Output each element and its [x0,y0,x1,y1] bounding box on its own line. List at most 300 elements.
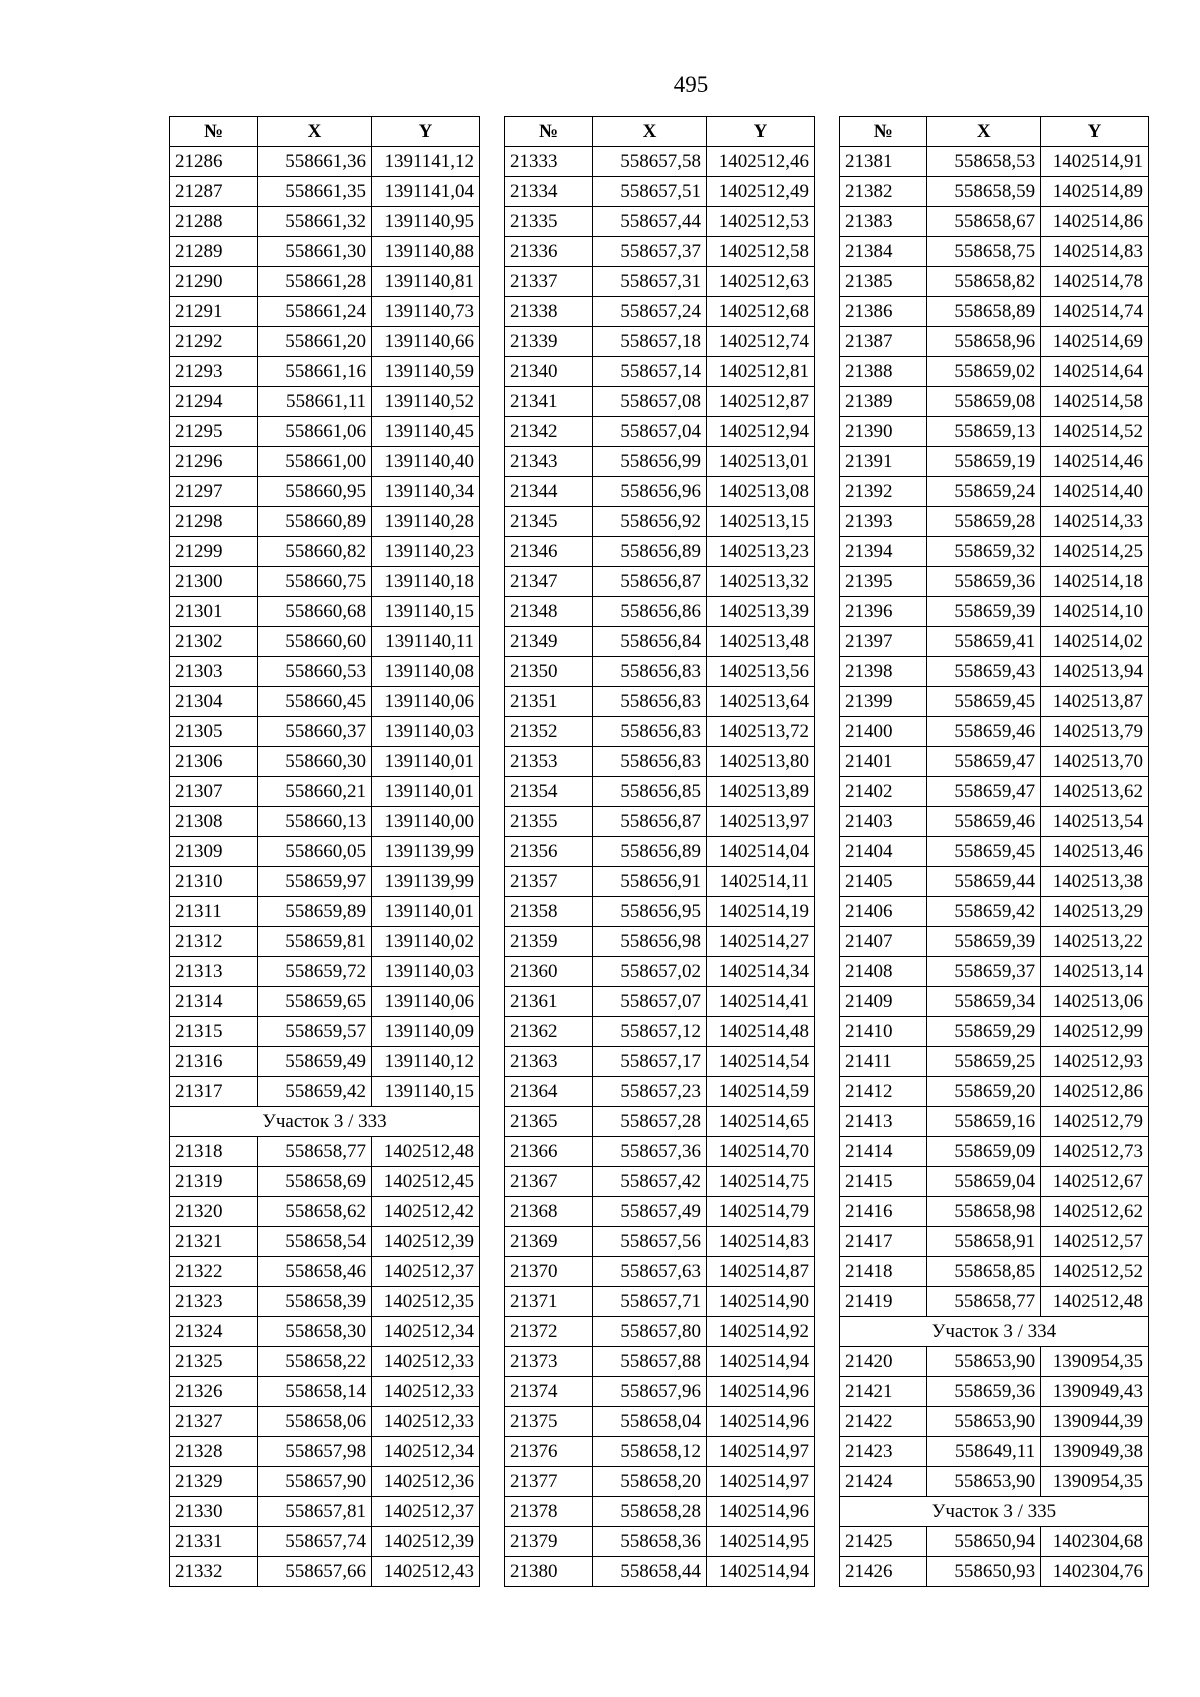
table-row [505,1227,815,1257]
table-row [170,927,480,957]
table-row [840,897,1149,927]
point-number-cell: 21404 [840,837,927,867]
table-row [840,1227,1149,1257]
y-coordinate-cell: 1402512,39 [372,1227,480,1257]
point-number-cell: 21375 [505,1407,593,1437]
y-coordinate-cell: 1391140,12 [372,1047,480,1077]
x-coordinate-cell: 558657,23 [593,1077,707,1107]
y-coordinate-cell: 1391140,03 [372,957,480,987]
table-row [170,357,480,387]
table-row [170,1227,480,1257]
table-row [170,897,480,927]
x-coordinate-cell: 558659,13 [927,417,1041,447]
y-coordinate-cell: 1391140,03 [372,717,480,747]
point-number-cell: 21355 [505,807,593,837]
point-number-cell: 21389 [840,387,927,417]
y-coordinate-cell: 1402513,06 [1041,987,1149,1017]
y-coordinate-cell: 1402513,89 [707,777,815,807]
point-number-cell: 21399 [840,687,927,717]
coordinate-table-1 [169,116,480,1587]
table-row [840,1557,1149,1587]
y-coordinate-cell: 1402512,36 [372,1467,480,1497]
point-number-cell: 21329 [170,1467,258,1497]
point-number-cell: 21333 [505,147,593,177]
point-number-cell: 21370 [505,1257,593,1287]
coordinate-tables [169,116,1149,1586]
header-number: № [840,117,927,147]
table-row [505,357,815,387]
x-coordinate-cell: 558661,36 [258,147,372,177]
x-coordinate-cell: 558660,95 [258,477,372,507]
table-row [170,1257,480,1287]
x-coordinate-cell: 558660,68 [258,597,372,627]
x-coordinate-cell: 558658,04 [593,1407,707,1437]
point-number-cell: 21358 [505,897,593,927]
point-number-cell: 21421 [840,1377,927,1407]
y-coordinate-cell: 1402512,37 [372,1257,480,1287]
section-row [170,1107,480,1137]
table-row [840,987,1149,1017]
table-row [840,1467,1149,1497]
point-number-cell: 21356 [505,837,593,867]
y-coordinate-cell: 1402512,52 [1041,1257,1149,1287]
x-coordinate-cell: 558658,12 [593,1437,707,1467]
y-coordinate-cell: 1402514,89 [1041,177,1149,207]
point-number-cell: 21336 [505,237,593,267]
point-number-cell: 21322 [170,1257,258,1287]
point-number-cell: 21397 [840,627,927,657]
table-row [840,267,1149,297]
table-row [505,1467,815,1497]
y-coordinate-cell: 1391140,00 [372,807,480,837]
x-coordinate-cell: 558661,00 [258,447,372,477]
point-number-cell: 21416 [840,1197,927,1227]
x-coordinate-cell: 558657,66 [258,1557,372,1587]
y-coordinate-cell: 1402514,04 [707,837,815,867]
y-coordinate-cell: 1391140,15 [372,597,480,627]
table-row [170,747,480,777]
y-coordinate-cell: 1402512,79 [1041,1107,1149,1137]
table-row [505,207,815,237]
y-coordinate-cell: 1402514,92 [707,1317,815,1347]
table-row [505,1437,815,1467]
table-row [840,567,1149,597]
y-coordinate-cell: 1402513,62 [1041,777,1149,807]
table-row [170,537,480,567]
table-row [505,1107,815,1137]
point-number-cell: 21357 [505,867,593,897]
table-header-row [505,117,815,147]
table-row [170,387,480,417]
x-coordinate-cell: 558659,46 [927,717,1041,747]
x-coordinate-cell: 558659,28 [927,507,1041,537]
x-coordinate-cell: 558657,74 [258,1527,372,1557]
y-coordinate-cell: 1402304,76 [1041,1557,1149,1587]
y-coordinate-cell: 1402512,58 [707,237,815,267]
point-number-cell: 21344 [505,477,593,507]
table-row [505,1377,815,1407]
x-coordinate-cell: 558657,88 [593,1347,707,1377]
table-row [170,1137,480,1167]
point-number-cell: 21393 [840,507,927,537]
x-coordinate-cell: 558659,36 [927,1377,1041,1407]
table-row [840,657,1149,687]
point-number-cell: 21342 [505,417,593,447]
y-coordinate-cell: 1402513,48 [707,627,815,657]
x-coordinate-cell: 558656,85 [593,777,707,807]
section-label: Участок 3 / 333 [170,1107,480,1137]
point-number-cell: 21366 [505,1137,593,1167]
y-coordinate-cell: 1402514,91 [1041,147,1149,177]
x-coordinate-cell: 558658,96 [927,327,1041,357]
x-coordinate-cell: 558658,36 [593,1527,707,1557]
point-number-cell: 21419 [840,1287,927,1317]
table-row [840,1047,1149,1077]
y-coordinate-cell: 1391141,12 [372,147,480,177]
point-number-cell: 21352 [505,717,593,747]
x-coordinate-cell: 558656,96 [593,477,707,507]
point-number-cell: 21288 [170,207,258,237]
table-row [505,237,815,267]
y-coordinate-cell: 1402513,72 [707,717,815,747]
table-row [170,1407,480,1437]
x-coordinate-cell: 558661,11 [258,387,372,417]
point-number-cell: 21324 [170,1317,258,1347]
x-coordinate-cell: 558660,45 [258,687,372,717]
y-coordinate-cell: 1402514,96 [707,1377,815,1407]
y-coordinate-cell: 1402512,67 [1041,1167,1149,1197]
x-coordinate-cell: 558656,83 [593,717,707,747]
table-row [170,1377,480,1407]
table-row [840,1527,1149,1557]
table-row [170,717,480,747]
point-number-cell: 21311 [170,897,258,927]
point-number-cell: 21367 [505,1167,593,1197]
x-coordinate-cell: 558656,84 [593,627,707,657]
table-row [170,267,480,297]
y-coordinate-cell: 1402513,14 [1041,957,1149,987]
y-coordinate-cell: 1402512,48 [1041,1287,1149,1317]
y-coordinate-cell: 1402512,34 [372,1317,480,1347]
x-coordinate-cell: 558658,39 [258,1287,372,1317]
y-coordinate-cell: 1402514,69 [1041,327,1149,357]
point-number-cell: 21297 [170,477,258,507]
point-number-cell: 21310 [170,867,258,897]
y-coordinate-cell: 1402514,65 [707,1107,815,1137]
x-coordinate-cell: 558657,31 [593,267,707,297]
y-coordinate-cell: 1391140,09 [372,1017,480,1047]
x-coordinate-cell: 558661,06 [258,417,372,447]
table-row [840,387,1149,417]
point-number-cell: 21339 [505,327,593,357]
y-coordinate-cell: 1402512,48 [372,1137,480,1167]
point-number-cell: 21294 [170,387,258,417]
x-coordinate-cell: 558661,30 [258,237,372,267]
y-coordinate-cell: 1402514,02 [1041,627,1149,657]
point-number-cell: 21394 [840,537,927,567]
table-row [505,447,815,477]
point-number-cell: 21320 [170,1197,258,1227]
point-number-cell: 21315 [170,1017,258,1047]
x-coordinate-cell: 558659,42 [927,897,1041,927]
y-coordinate-cell: 1402514,78 [1041,267,1149,297]
y-coordinate-cell: 1402513,94 [1041,657,1149,687]
y-coordinate-cell: 1402513,22 [1041,927,1149,957]
point-number-cell: 21332 [170,1557,258,1587]
y-coordinate-cell: 1402514,40 [1041,477,1149,507]
x-coordinate-cell: 558660,60 [258,627,372,657]
table-row [840,447,1149,477]
point-number-cell: 21345 [505,507,593,537]
table-row [840,927,1149,957]
y-coordinate-cell: 1402512,34 [372,1437,480,1467]
table-row [505,1167,815,1197]
point-number-cell: 21292 [170,327,258,357]
table-row [840,1017,1149,1047]
table-row [505,897,815,927]
y-coordinate-cell: 1402514,64 [1041,357,1149,387]
point-number-cell: 21327 [170,1407,258,1437]
table-row [170,1497,480,1527]
y-coordinate-cell: 1402514,87 [707,1257,815,1287]
y-coordinate-cell: 1390954,35 [1041,1347,1149,1377]
y-coordinate-cell: 1391140,59 [372,357,480,387]
table-row [170,1167,480,1197]
table-row [840,207,1149,237]
point-number-cell: 21400 [840,717,927,747]
x-coordinate-cell: 558660,37 [258,717,372,747]
x-coordinate-cell: 558657,12 [593,1017,707,1047]
x-coordinate-cell: 558657,18 [593,327,707,357]
point-number-cell: 21414 [840,1137,927,1167]
x-coordinate-cell: 558650,93 [927,1557,1041,1587]
header-number: № [170,117,258,147]
table-row [505,657,815,687]
y-coordinate-cell: 1391140,73 [372,297,480,327]
y-coordinate-cell: 1402512,86 [1041,1077,1149,1107]
y-coordinate-cell: 1402514,83 [707,1227,815,1257]
y-coordinate-cell: 1390944,39 [1041,1407,1149,1437]
table-row [840,1407,1149,1437]
point-number-cell: 21374 [505,1377,593,1407]
x-coordinate-cell: 558657,14 [593,357,707,387]
table-row [840,147,1149,177]
x-coordinate-cell: 558659,81 [258,927,372,957]
y-coordinate-cell: 1402513,32 [707,567,815,597]
y-coordinate-cell: 1402514,10 [1041,597,1149,627]
x-coordinate-cell: 558659,20 [927,1077,1041,1107]
x-coordinate-cell: 558653,90 [927,1347,1041,1377]
x-coordinate-cell: 558658,06 [258,1407,372,1437]
y-coordinate-cell: 1402512,43 [372,1557,480,1587]
y-coordinate-cell: 1391140,08 [372,657,480,687]
x-coordinate-cell: 558659,45 [927,687,1041,717]
point-number-cell: 21289 [170,237,258,267]
table-row [505,1077,815,1107]
x-coordinate-cell: 558659,41 [927,627,1041,657]
table-row [505,147,815,177]
table-row [170,1287,480,1317]
table-row [505,837,815,867]
x-coordinate-cell: 558653,90 [927,1407,1041,1437]
table-row [505,1047,815,1077]
table-row [505,1257,815,1287]
section-label: Участок 3 / 334 [840,1317,1149,1347]
table-row [505,957,815,987]
y-coordinate-cell: 1402514,18 [1041,567,1149,597]
table-row [840,357,1149,387]
table-row [840,1077,1149,1107]
point-number-cell: 21398 [840,657,927,687]
point-number-cell: 21415 [840,1167,927,1197]
point-number-cell: 21408 [840,957,927,987]
x-coordinate-cell: 558659,42 [258,1077,372,1107]
table-row [170,597,480,627]
y-coordinate-cell: 1402514,86 [1041,207,1149,237]
point-number-cell: 21326 [170,1377,258,1407]
x-coordinate-cell: 558657,04 [593,417,707,447]
table-row [505,597,815,627]
table-row [840,297,1149,327]
y-coordinate-cell: 1402514,95 [707,1527,815,1557]
x-coordinate-cell: 558658,53 [927,147,1041,177]
point-number-cell: 21348 [505,597,593,627]
point-number-cell: 21323 [170,1287,258,1317]
point-number-cell: 21406 [840,897,927,927]
point-number-cell: 21287 [170,177,258,207]
y-coordinate-cell: 1391140,81 [372,267,480,297]
table-row [505,717,815,747]
point-number-cell: 21303 [170,657,258,687]
point-number-cell: 21409 [840,987,927,1017]
y-coordinate-cell: 1402512,99 [1041,1017,1149,1047]
x-coordinate-cell: 558658,67 [927,207,1041,237]
y-coordinate-cell: 1402512,81 [707,357,815,387]
x-coordinate-cell: 558659,02 [927,357,1041,387]
table-row [505,477,815,507]
x-coordinate-cell: 558659,37 [927,957,1041,987]
x-coordinate-cell: 558659,04 [927,1167,1041,1197]
y-coordinate-cell: 1402514,79 [707,1197,815,1227]
y-coordinate-cell: 1402514,94 [707,1347,815,1377]
y-coordinate-cell: 1402513,46 [1041,837,1149,867]
point-number-cell: 21365 [505,1107,593,1137]
table-row [170,1467,480,1497]
y-coordinate-cell: 1402512,45 [372,1167,480,1197]
point-number-cell: 21422 [840,1407,927,1437]
x-coordinate-cell: 558658,14 [258,1377,372,1407]
x-coordinate-cell: 558660,05 [258,837,372,867]
x-coordinate-cell: 558657,24 [593,297,707,327]
table-row [840,1167,1149,1197]
table-row [170,147,480,177]
x-coordinate-cell: 558657,07 [593,987,707,1017]
table-row [170,987,480,1017]
point-number-cell: 21382 [840,177,927,207]
table-header-row [840,117,1149,147]
table-row [505,627,815,657]
table-row [170,237,480,267]
x-coordinate-cell: 558661,35 [258,177,372,207]
x-coordinate-cell: 558656,87 [593,807,707,837]
x-coordinate-cell: 558659,65 [258,987,372,1017]
table-row [840,1287,1149,1317]
y-coordinate-cell: 1391140,45 [372,417,480,447]
x-coordinate-cell: 558659,72 [258,957,372,987]
point-number-cell: 21423 [840,1437,927,1467]
point-number-cell: 21392 [840,477,927,507]
point-number-cell: 21378 [505,1497,593,1527]
x-coordinate-cell: 558658,69 [258,1167,372,1197]
y-coordinate-cell: 1402514,83 [1041,237,1149,267]
point-number-cell: 21346 [505,537,593,567]
header-x: X [593,117,707,147]
point-number-cell: 21347 [505,567,593,597]
table-row [505,537,815,567]
point-number-cell: 21359 [505,927,593,957]
x-coordinate-cell: 558657,44 [593,207,707,237]
table-row [840,477,1149,507]
x-coordinate-cell: 558657,71 [593,1287,707,1317]
point-number-cell: 21331 [170,1527,258,1557]
y-coordinate-cell: 1402512,39 [372,1527,480,1557]
point-number-cell: 21387 [840,327,927,357]
point-number-cell: 21411 [840,1047,927,1077]
point-number-cell: 21373 [505,1347,593,1377]
point-number-cell: 21362 [505,1017,593,1047]
section-row [840,1317,1149,1347]
point-number-cell: 21304 [170,687,258,717]
y-coordinate-cell: 1391140,28 [372,507,480,537]
y-coordinate-cell: 1391140,15 [372,1077,480,1107]
x-coordinate-cell: 558657,28 [593,1107,707,1137]
table-row [170,447,480,477]
x-coordinate-cell: 558659,44 [927,867,1041,897]
y-coordinate-cell: 1390949,43 [1041,1377,1149,1407]
point-number-cell: 21301 [170,597,258,627]
y-coordinate-cell: 1391140,66 [372,327,480,357]
point-number-cell: 21403 [840,807,927,837]
x-coordinate-cell: 558658,77 [258,1137,372,1167]
x-coordinate-cell: 558657,08 [593,387,707,417]
point-number-cell: 21417 [840,1227,927,1257]
table-row [170,177,480,207]
y-coordinate-cell: 1391140,06 [372,987,480,1017]
table-row [505,1527,815,1557]
header-y: Y [707,117,815,147]
y-coordinate-cell: 1402514,54 [707,1047,815,1077]
table-row [505,687,815,717]
table-row [505,927,815,957]
x-coordinate-cell: 558661,20 [258,327,372,357]
point-number-cell: 21405 [840,867,927,897]
y-coordinate-cell: 1402513,29 [1041,897,1149,927]
y-coordinate-cell: 1391140,11 [372,627,480,657]
y-coordinate-cell: 1402513,38 [1041,867,1149,897]
table-row [505,1407,815,1437]
table-row [840,867,1149,897]
x-coordinate-cell: 558657,37 [593,237,707,267]
table-row [840,957,1149,987]
point-number-cell: 21368 [505,1197,593,1227]
x-coordinate-cell: 558661,28 [258,267,372,297]
table-row [840,627,1149,657]
table-row [505,387,815,417]
table-row [170,1077,480,1107]
y-coordinate-cell: 1402512,33 [372,1377,480,1407]
point-number-cell: 21313 [170,957,258,987]
table-row [505,1347,815,1377]
